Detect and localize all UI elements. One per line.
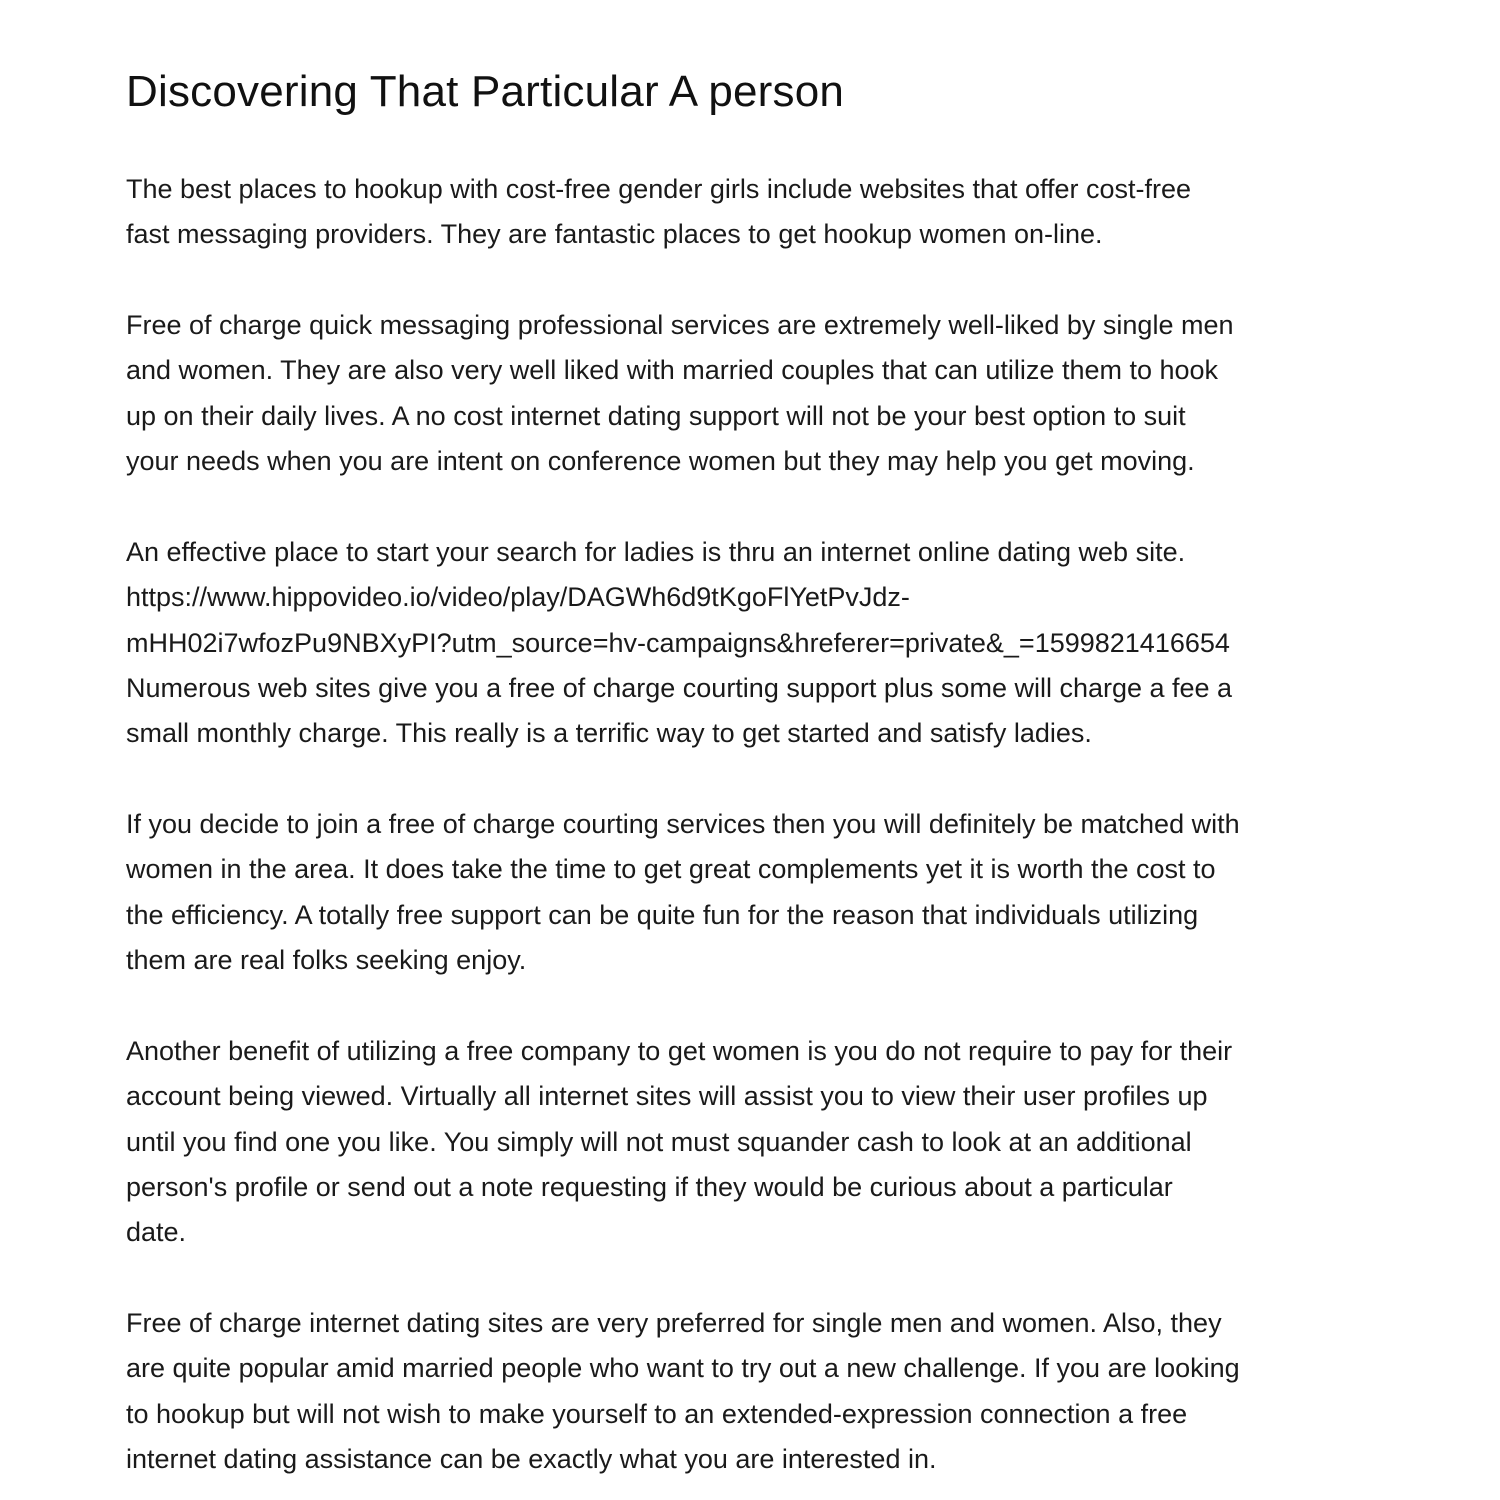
text-line: The best places to hookup with cost-free gender girls include websites that offer cost-free	[126, 174, 1192, 204]
paragraph-6	[126, 1301, 1240, 1482]
text-line: fast messaging providers. They are fantastic places to get hookup women on-line.	[126, 219, 1103, 250]
text-line: Another benefit of utilizing a free company to get women is you do not require to pay for their	[126, 1036, 1233, 1066]
text-line: Free of charge quick messaging professional services are extremely well-liked by single men	[126, 310, 1234, 340]
text-line: account being viewed. Virtually all internet sites will assist you to view their user profiles up	[126, 1081, 1208, 1112]
text-line: Numerous web sites give you a free of charge courting support plus some will charge a fee a	[126, 672, 1233, 703]
text-line: small monthly charge. This really is a terrific way to get started and satisfy ladies.	[126, 718, 1092, 749]
paragraph-4	[126, 802, 1240, 983]
text-line: Free of charge internet dating sites are very preferred for single men and women. Also, they	[126, 1308, 1222, 1338]
text-line: person's profile or send out a note requesting if they would be curious about a particular	[126, 1171, 1173, 1202]
text-line: your needs when you are intent on conference women but they may help you get moving.	[126, 445, 1195, 476]
paragraph-2	[126, 303, 1234, 484]
text-line: to hookup but will not wish to make yourself to an extended-expression connection a free	[126, 1398, 1188, 1429]
text-line: them are real folks seeking enjoy.	[126, 944, 527, 975]
url-line: https://www.hippovideo.io/video/play/DAGWh6d9tKgoFlYetPvJdz-	[126, 582, 910, 613]
paragraph-3	[126, 530, 1232, 756]
text-line: are quite popular amid married people who want to try out a new challenge. If you are looking	[126, 1353, 1240, 1384]
document-title: Discovering That Particular A person	[126, 67, 845, 116]
text-line: and women. They are also very well liked with married couples that can utilize them to hook	[126, 355, 1219, 386]
paragraph-1	[126, 167, 1191, 258]
text-line: women in the area. It does take the time to get great complements yet it is worth the cost to	[126, 854, 1216, 885]
url-line: mHH02i7wfozPu9NBXyPI?utm_source=hv-campaigns&hreferer=private&_=1599821416654	[126, 627, 1230, 658]
text-line: up on their daily lives. A no cost internet dating support will not be your best option to suit	[126, 400, 1186, 431]
text-line: internet dating assistance can be exactly what you are interested in.	[126, 1443, 937, 1474]
text-line: date.	[126, 1217, 187, 1248]
text-line: until you find one you like. You simply will not must squander cash to look at an additional	[126, 1126, 1192, 1157]
document-page	[126, 62, 1386, 1474]
text-line: If you decide to join a free of charge courting services then you will definitely be matched with	[126, 809, 1240, 839]
paragraph-5	[126, 1029, 1232, 1255]
text-line: the efficiency. A totally free support can be quite fun for the reason that individuals utilizing	[126, 899, 1199, 930]
text-line: An effective place to start your search for ladies is thru an internet online dating web site.	[126, 537, 1186, 567]
